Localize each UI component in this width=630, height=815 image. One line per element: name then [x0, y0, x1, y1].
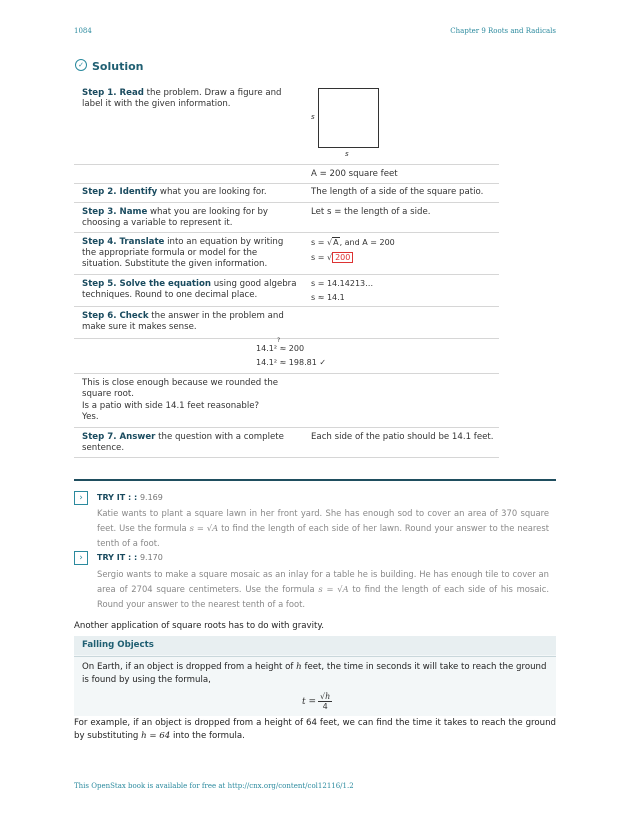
example-text: For example, if an object is dropped from a height of 64 feet, we can find the time it takes to reach the ground by substituting h = 64 into the formula.: [74, 718, 556, 741]
step6-rest: the answer in the problem and make sure it makes sense.: [82, 311, 284, 332]
area-given: A = 200 square feet: [311, 169, 398, 179]
step4-line1-rad: A: [333, 238, 339, 247]
step4-line2: s = √ 200: [311, 252, 501, 263]
step5-bold: Step 5. Solve the equation: [82, 279, 211, 289]
step7-rest: the question with a complete sentence.: [82, 432, 284, 453]
step3-bold: Step 3. Name: [82, 207, 148, 217]
step6-note2: Is a patio with side 14.1 feet reasonable?: [82, 401, 260, 411]
step5-rest: using good algebra techniques. Round to one decimal place.: [82, 279, 297, 300]
step6-note3: Yes.: [82, 412, 99, 422]
falling-objects-box: [74, 636, 556, 716]
chevron-right-icon: ›: [74, 551, 88, 565]
solution-title: Solution: [92, 60, 144, 73]
box-divider: [74, 656, 556, 657]
try-it-formula-1: s = √A: [189, 523, 219, 533]
box-text: On Earth, if an object is dropped from a height of h feet, the time in seconds it will take to reach the ground is found by using the formula,: [82, 662, 547, 685]
step4-text: [82, 237, 297, 270]
step1-bold: Step 1. Read: [82, 88, 144, 98]
try-it-label-2: TRY IT : : 9.170: [97, 553, 163, 562]
check1: 14.1² ≈ 200: [256, 344, 305, 353]
formula-numerator: √h: [320, 692, 331, 701]
formula-denominator: 4: [322, 702, 328, 711]
step2-text: [82, 187, 297, 198]
square-figure: [318, 88, 379, 148]
step6-text: [82, 311, 297, 333]
step2-rest: what you are looking for.: [157, 187, 267, 197]
step3-rest: what you are looking for by choosing a variable to represent it.: [82, 207, 268, 228]
try-it-number-2: 9.170: [139, 553, 163, 562]
check2: 14.1² ≈ 198.81 ✓: [256, 358, 327, 367]
step2-answer: The length of a side of the square patio.: [311, 187, 484, 197]
try-it-text-2: Sergio wants to make a square mosaic as an inlay for a table he is building. He has enough tile to cover an area of 2704 square centimeters. Use the formula s = √A to find the length of each side of his mosaic. Round your answer to the nearest tenth of a foot.: [97, 569, 549, 609]
step5-line2: s ≈ 14.1: [311, 293, 345, 302]
step4-line1: s = √A, and A = 200: [311, 238, 395, 247]
step7-text: [82, 432, 297, 454]
step7-bold: Step 7. Answer: [82, 432, 156, 442]
substitution: h = 64: [141, 731, 171, 741]
check-circle-icon: ✓: [75, 59, 87, 71]
step4-line1-b: , and A = 200: [339, 238, 395, 247]
step3-answer: Let s = the length of a side.: [311, 207, 431, 217]
step1-text: [82, 88, 297, 110]
figure-side-left: s: [311, 113, 315, 121]
try-it-label-1: TRY IT : : 9.169: [97, 493, 163, 502]
step4-line1-a: s =: [311, 238, 327, 247]
try-it-formula-2: s = √A: [318, 584, 349, 594]
step7-answer: Each side of the patio should be 14.1 feet.: [311, 432, 494, 442]
step4-line2-rad: 200: [332, 252, 353, 263]
step4-line2-a: s =: [311, 253, 327, 262]
step1-rest: the problem. Draw a figure and label it with the given information.: [82, 88, 282, 109]
intro-text: Another application of square roots has to do with gravity.: [74, 621, 324, 631]
gravity-formula: [302, 692, 332, 711]
figure-side-bottom: s: [345, 150, 349, 158]
step5-line1: s = 14.14213…: [311, 279, 374, 288]
step6-note1: This is close enough because we rounded the square root.: [82, 378, 279, 399]
step6-bold: Step 6. Check: [82, 311, 149, 321]
step2-bold: Step 2. Identify: [82, 187, 158, 197]
step4-rest: into an equation by writing the appropriate formula or model for the situation. Substitute the given information.: [82, 237, 284, 269]
chevron-right-icon: ›: [74, 491, 88, 505]
check1-question-mark: ?: [277, 337, 281, 344]
section-divider: [74, 479, 556, 481]
chapter-title: Chapter 9 Roots and Radicals: [450, 27, 556, 35]
page-number: 1084: [74, 27, 92, 35]
try-it-text-1: Katie wants to plant a square lawn in her front yard. She has enough sod to cover an area of 370 square feet. Use the formula s = √A to find the length of each side of her lawn. Round your answer to the nearest tenth of a foot.: [97, 508, 549, 548]
step5-text: [82, 279, 297, 301]
box-title: Falling Objects: [82, 640, 154, 650]
step4-bold: Step 4. Translate: [82, 237, 165, 247]
try-it-number-1: 9.169: [139, 493, 163, 502]
formula-lhs: t =: [302, 696, 317, 707]
step3-text: [82, 207, 297, 229]
footer-text: This OpenStax book is available for free at http://cnx.org/content/col12116/1.2: [74, 782, 354, 790]
